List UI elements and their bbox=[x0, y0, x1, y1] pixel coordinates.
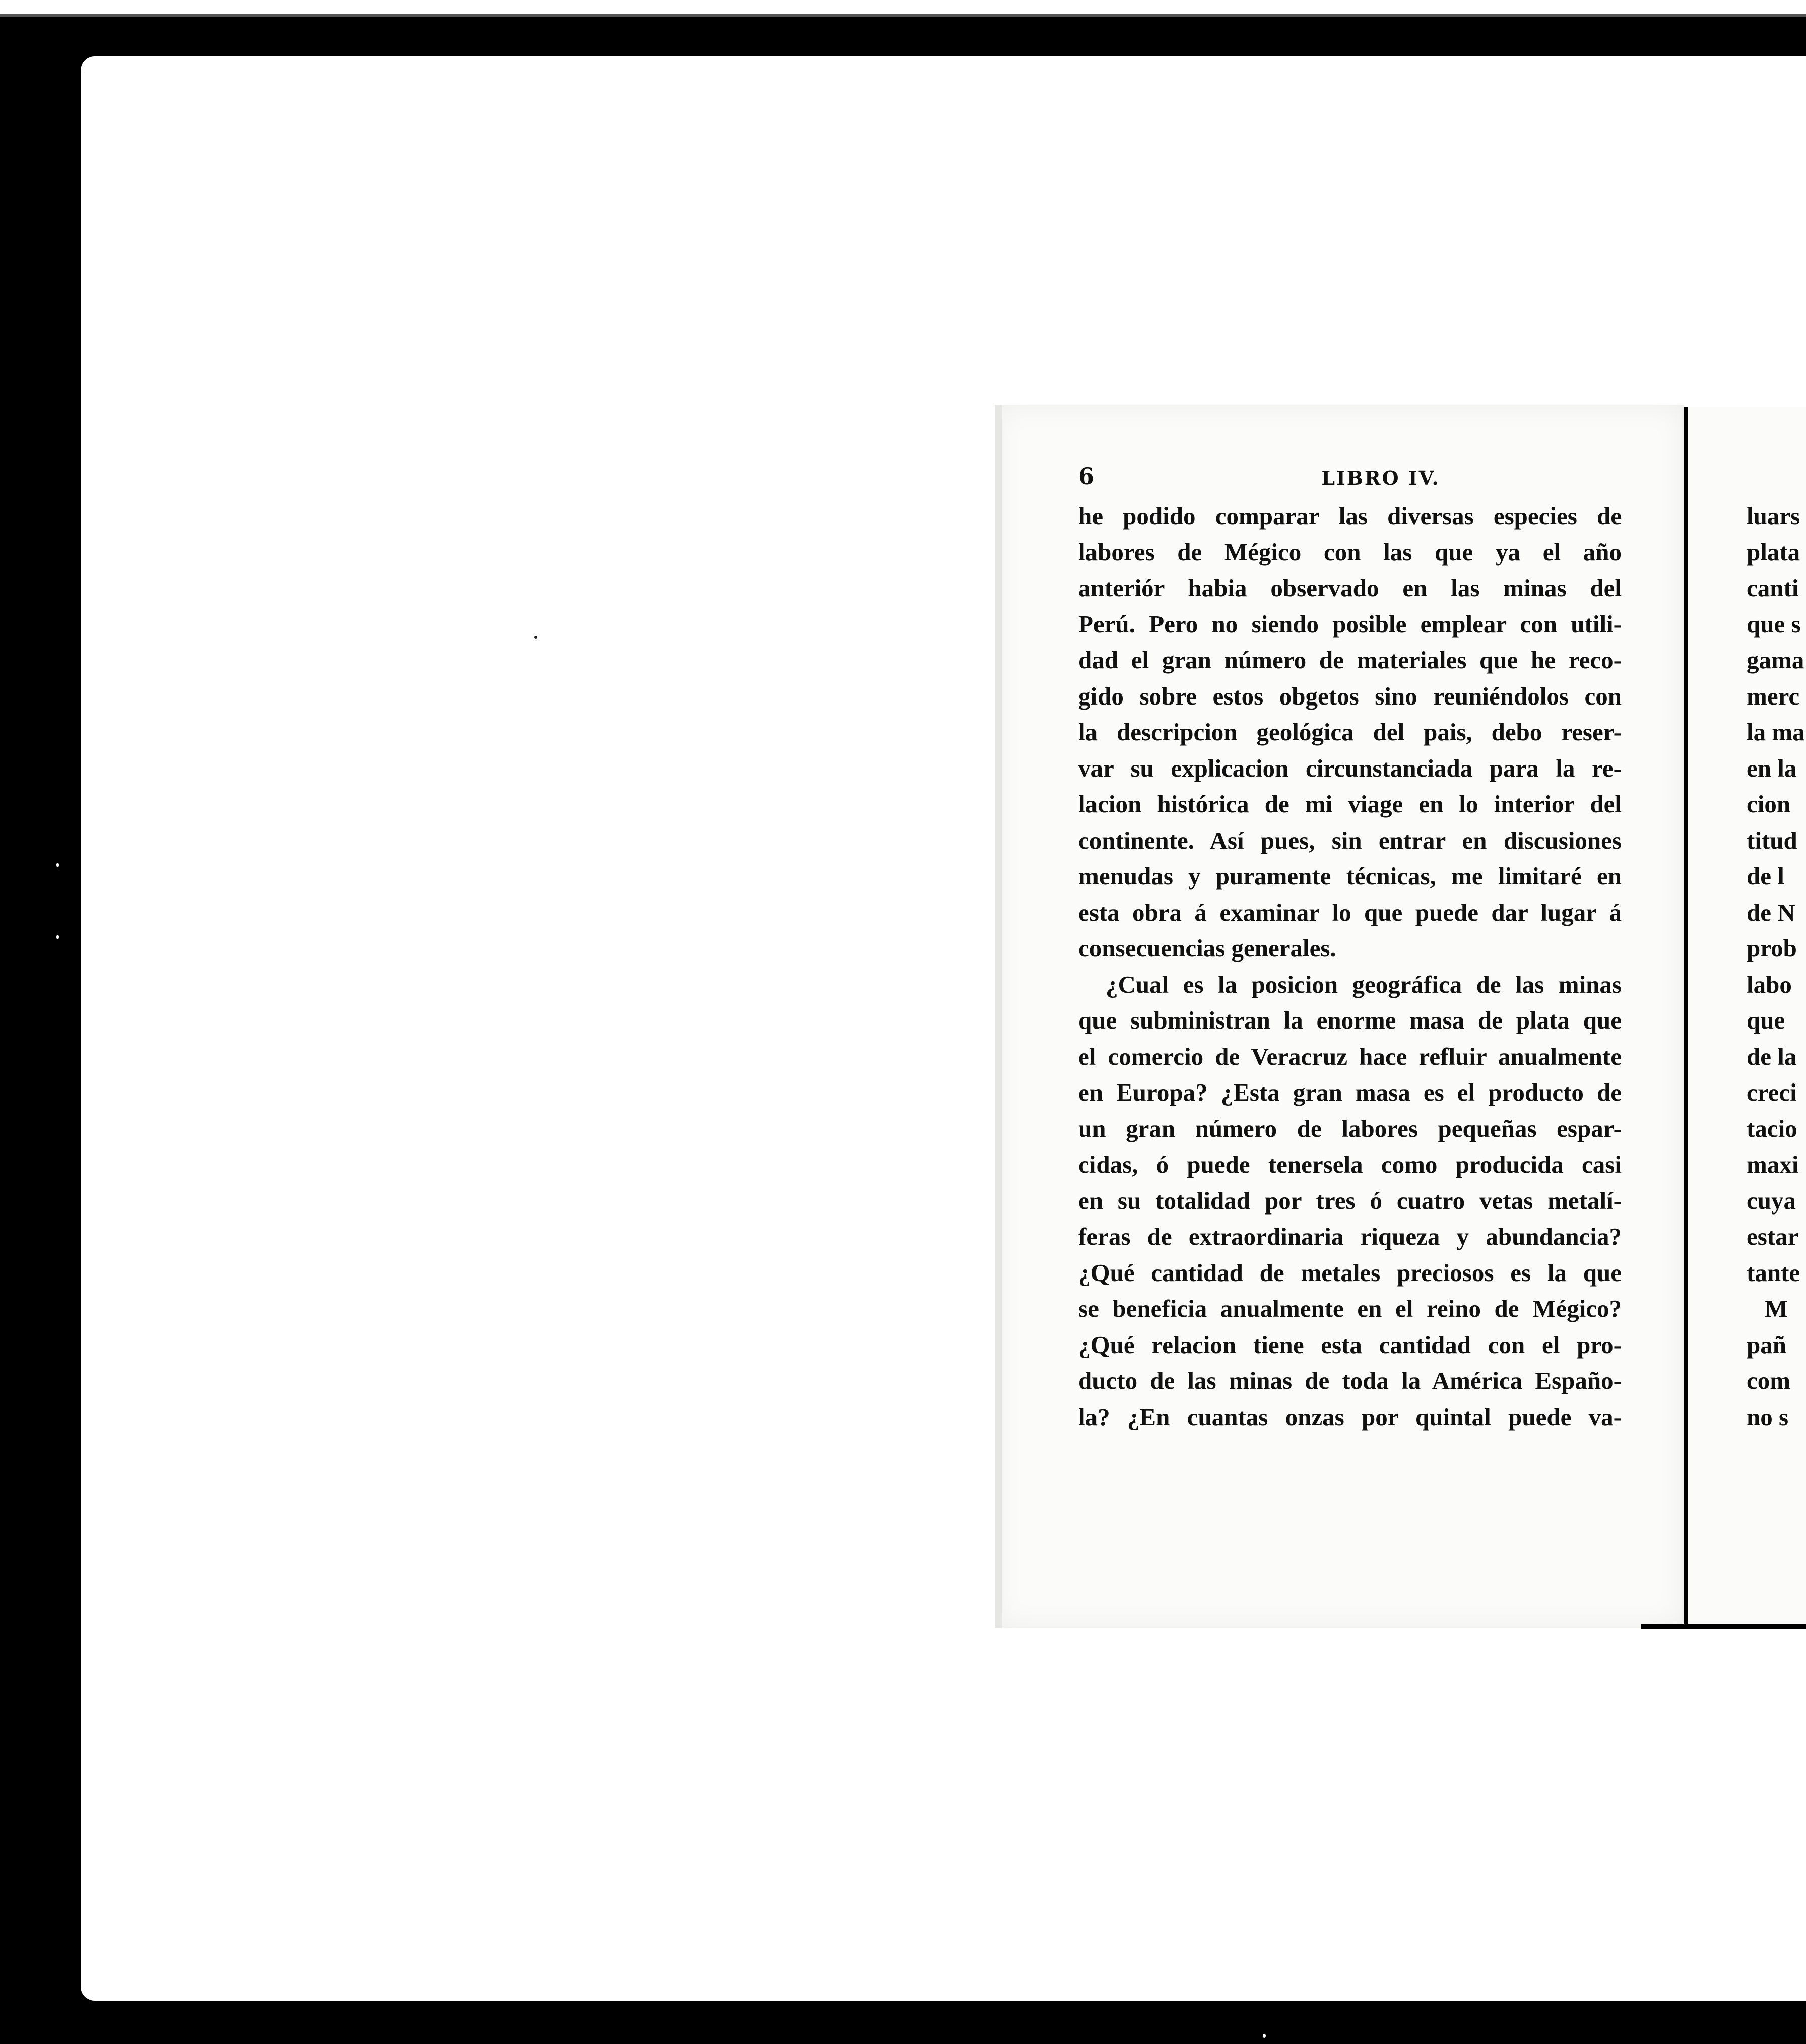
scan-speck bbox=[56, 935, 59, 939]
facing-text-line: de la bbox=[1747, 1042, 1797, 1070]
scanner-top-edge bbox=[0, 14, 1806, 17]
text-line: ¿Qué relacion tiene esta cantidad con el pro- bbox=[1078, 1330, 1622, 1359]
text-line: feras de extraordinaria riqueza y abundancia? bbox=[1078, 1223, 1622, 1250]
text-line: ducto de las minas de toda la América Españo- bbox=[1078, 1367, 1622, 1394]
facing-text-line: prob bbox=[1747, 934, 1797, 962]
text-line: se beneficia anualmente en el reino de Mégico? bbox=[1078, 1295, 1622, 1322]
page-header bbox=[1078, 463, 1618, 493]
facing-text-line: luars bbox=[1747, 502, 1800, 530]
facing-text-line: plata bbox=[1747, 538, 1800, 566]
scan-speck bbox=[534, 636, 537, 639]
text-line: Perú. Pero no siendo posible emplear con utili- bbox=[1078, 610, 1622, 638]
facing-text-line: titud bbox=[1747, 826, 1797, 854]
facing-text-line: creci bbox=[1747, 1078, 1797, 1106]
running-head: LIBRO IV. bbox=[1321, 467, 1440, 489]
facing-text-line: canti bbox=[1747, 574, 1799, 602]
page-number: 6 bbox=[1078, 463, 1095, 490]
facing-page-text bbox=[1747, 498, 1806, 1435]
facing-text-line: gama bbox=[1747, 646, 1804, 674]
scan-speck bbox=[1263, 2034, 1266, 2038]
facing-text-line: que s bbox=[1747, 610, 1801, 638]
facing-text-line: no s bbox=[1747, 1402, 1789, 1431]
text-line: menudas y puramente técnicas, me limitaré en bbox=[1078, 862, 1622, 890]
text-line: consecuencias generales. bbox=[1078, 934, 1336, 962]
facing-text-line: cion bbox=[1747, 790, 1791, 818]
facing-text-line: tacio bbox=[1747, 1114, 1797, 1142]
text-line: que subministran la enorme masa de plata que bbox=[1078, 1006, 1622, 1034]
text-line: var su explicacion circunstanciada para la re- bbox=[1078, 754, 1622, 782]
facing-text-line: en la bbox=[1747, 754, 1797, 782]
facing-text-line: labo bbox=[1747, 970, 1792, 998]
text-line: en su totalidad por tres ó cuatro vetas metalí- bbox=[1078, 1186, 1622, 1215]
page-left-edge bbox=[995, 405, 1002, 1628]
text-line: ¿Cual es la posicion geográfica de las minas bbox=[1106, 970, 1622, 998]
text-line: esta obra á examinar lo que puede dar lugar á bbox=[1078, 898, 1622, 926]
facing-text-line: maxi bbox=[1747, 1151, 1799, 1178]
text-line: ¿Qué cantidad de metales preciosos es la que bbox=[1078, 1258, 1622, 1287]
text-line: cidas, ó puede tenersela como producida casi bbox=[1078, 1151, 1622, 1178]
facing-page-gutter bbox=[1684, 407, 1688, 1627]
text-line: la? ¿En cuantas onzas por quintal puede va- bbox=[1078, 1402, 1622, 1431]
text-line: he podido comparar las diversas especies de bbox=[1078, 502, 1622, 530]
facing-text-line: merc bbox=[1747, 682, 1800, 710]
text-line: labores de Mégico con las que ya el año bbox=[1078, 538, 1622, 566]
facing-text-line: com bbox=[1747, 1367, 1791, 1394]
facing-text-line: cuya bbox=[1747, 1186, 1796, 1215]
facing-text-line: tante bbox=[1747, 1258, 1800, 1287]
facing-text-line: de N bbox=[1747, 898, 1795, 926]
page-body-text bbox=[1078, 498, 1622, 1435]
text-line: un gran número de labores pequeñas espar- bbox=[1078, 1114, 1622, 1142]
text-line: continente. Así pues, sin entrar en discusiones bbox=[1078, 826, 1622, 854]
text-line: lacion histórica de mi viage en lo interior del bbox=[1078, 790, 1622, 818]
text-line: en Europa? ¿Esta gran masa es el producto de bbox=[1078, 1078, 1622, 1106]
facing-text-line: pañ bbox=[1747, 1330, 1787, 1359]
facing-text-line: estar bbox=[1747, 1223, 1799, 1250]
scan-speck bbox=[56, 863, 59, 867]
text-line: gido sobre estos obgetos sino reuniéndolos con bbox=[1078, 682, 1622, 710]
text-line: dad el gran número de materiales que he reco- bbox=[1078, 646, 1622, 674]
text-line: el comercio de Veracruz hace refluir anualmente bbox=[1078, 1042, 1622, 1070]
facing-text-line: que bbox=[1747, 1006, 1785, 1034]
facing-text-line: de l bbox=[1747, 862, 1784, 890]
facing-text-line: M bbox=[1765, 1295, 1788, 1322]
text-line: la descripcion geológica del pais, debo reser- bbox=[1078, 718, 1622, 746]
facing-text-line: la ma bbox=[1747, 718, 1805, 746]
text-line: anteriór habia observado en las minas del bbox=[1078, 574, 1622, 602]
facing-page-bottom-edge bbox=[1641, 1624, 1806, 1629]
